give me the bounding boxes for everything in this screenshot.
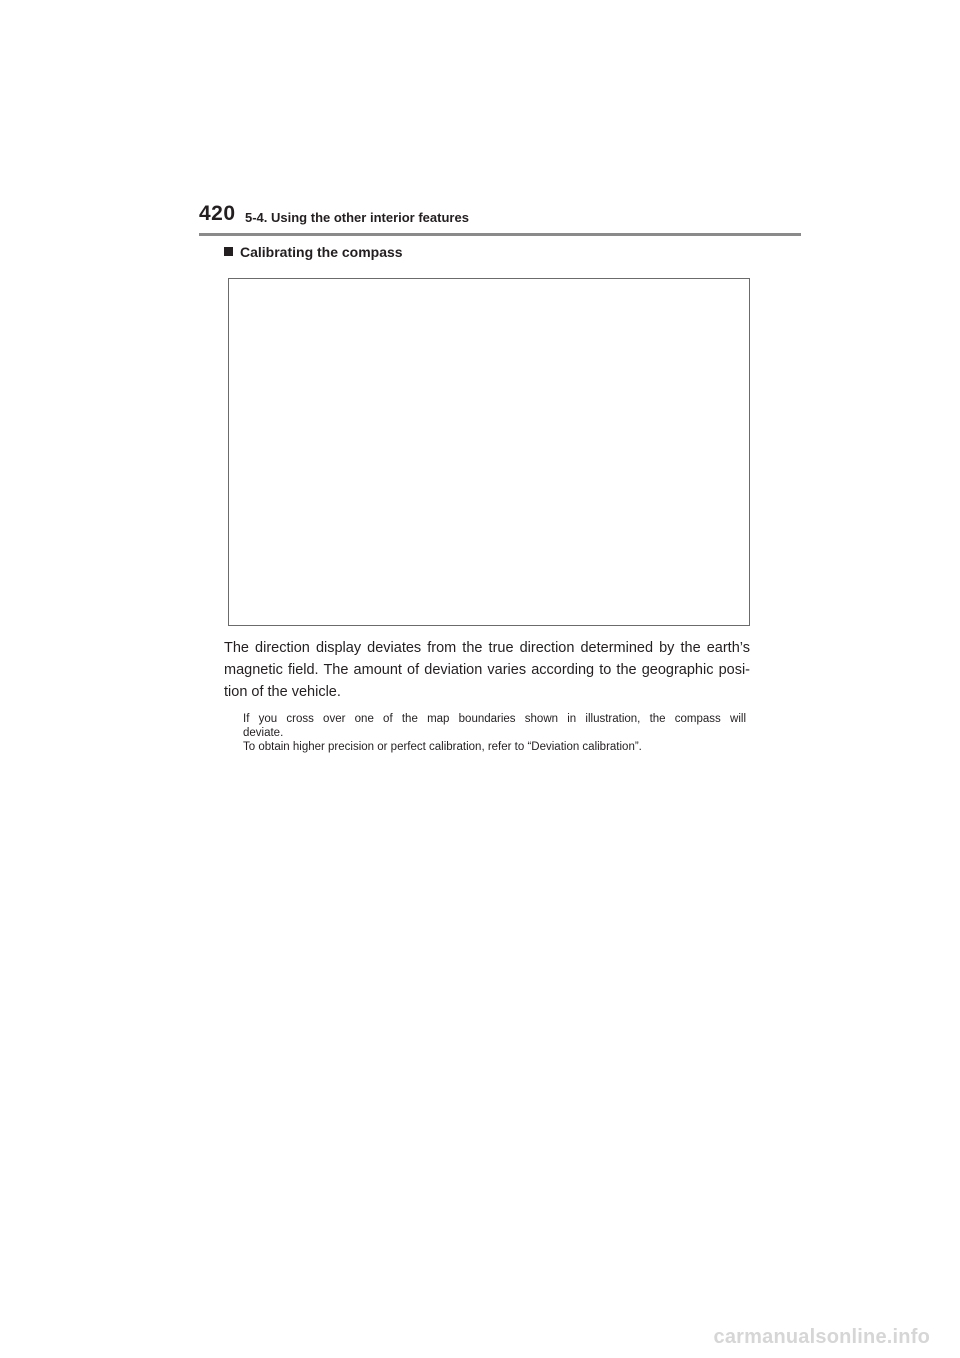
body-paragraph: The direction display deviates from the true direction determined by the earth’s magnetic field. The amount of deviation varies according to the geographic posi-tion of the vehicle.	[224, 640, 750, 700]
illustration-frame	[228, 278, 750, 626]
note-line: If you cross over one of the map boundaries shown in illustration, the compass will	[243, 713, 746, 725]
square-bullet-icon	[224, 247, 233, 256]
subheading-text: Calibrating the compass	[240, 244, 403, 260]
header-divider	[199, 233, 801, 236]
section-title: 5-4. Using the other interior features	[245, 210, 469, 225]
footer-watermark: carmanualsonline.info	[713, 1326, 930, 1348]
subheading	[224, 244, 403, 260]
page-header	[199, 200, 801, 236]
note-line: To obtain higher precision or perfect calibration, refer to “Deviation calibration”.	[243, 741, 642, 753]
note-line: deviate.	[243, 727, 284, 739]
page-number: 420	[199, 202, 236, 225]
note	[243, 712, 746, 754]
